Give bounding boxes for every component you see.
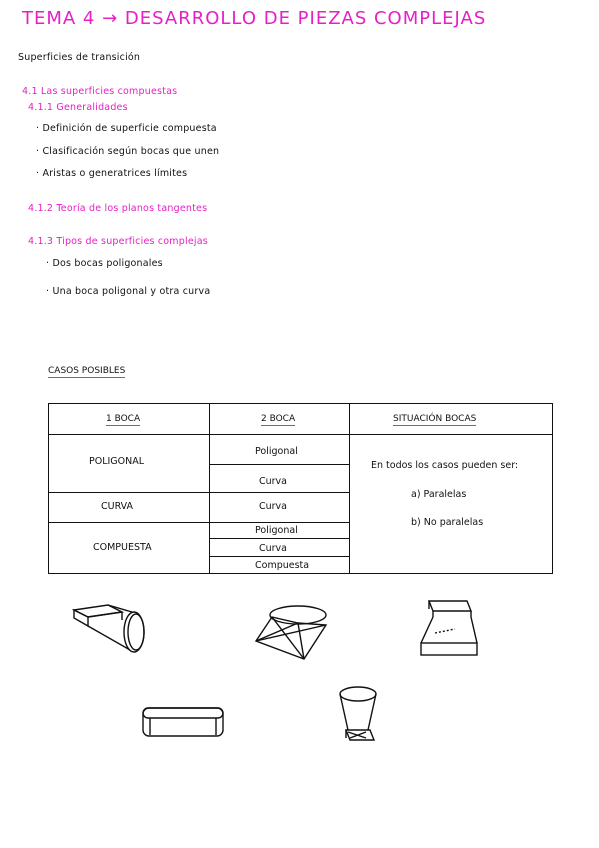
cell-situacion-intro: En todos los casos pueden ser:	[371, 460, 519, 471]
cell-poligonal: POLIGONAL	[89, 456, 145, 467]
header-1-boca: 1 BOCA	[106, 414, 141, 424]
cell-2-poligonal-b: Poligonal	[255, 525, 298, 536]
cell-2-curva-b: Curva	[259, 501, 288, 512]
header-2-boca: 2 BOCA	[261, 414, 296, 424]
cell-no-paralelas: b) No paralelas	[411, 517, 484, 528]
subtitle: Superficies de transición	[18, 52, 141, 63]
cell-2-curva: Curva	[259, 476, 288, 487]
table-row-line	[49, 522, 349, 523]
table-header-line	[49, 434, 552, 435]
polygon-cone-figure	[252, 603, 332, 661]
cell-2-curva-c: Curva	[259, 543, 288, 554]
bullet-definicion: · Definición de superficie compuesta	[36, 123, 217, 134]
bullet-aristas: · Aristas o generatrices límites	[36, 168, 188, 179]
table-subrow-line	[209, 556, 349, 557]
rounded-rect-figure	[140, 705, 226, 739]
section-4-1-2: 4.1.2 Teoría de los planos tangentes	[28, 203, 208, 214]
funnel-figure	[336, 684, 380, 748]
bullet-clasificacion: · Clasificación según bocas que unen	[36, 146, 220, 157]
section-4-1: 4.1 Las superficies compuestas	[22, 86, 178, 97]
cell-curva: CURVA	[101, 501, 134, 512]
bullet-una-boca: · Una boca poligonal y otra curva	[46, 286, 211, 297]
cell-paralelas: a) Paralelas	[411, 489, 467, 500]
table-divider-1	[209, 404, 210, 573]
rect-to-circle-figure	[70, 600, 180, 655]
bullet-dos-bocas: · Dos bocas poligonales	[46, 258, 163, 269]
table-subrow-line	[209, 464, 349, 465]
section-4-1-1: 4.1.1 Generalidades	[28, 102, 128, 113]
cell-2-poligonal: Poligonal	[255, 446, 298, 457]
table-divider-2	[349, 404, 350, 573]
header-situacion: SITUACIÓN BOCAS	[393, 414, 477, 424]
table-row-line	[49, 492, 349, 493]
cell-compuesta: COMPUESTA	[93, 542, 152, 553]
truncated-pyramid-figure	[415, 597, 485, 659]
cases-table	[48, 403, 553, 574]
cell-2-compuesta: Compuesta	[255, 560, 310, 571]
table-subrow-line	[209, 538, 349, 539]
casos-title: CASOS POSIBLES	[48, 366, 126, 376]
section-4-1-3: 4.1.3 Tipos de superficies complejas	[28, 236, 208, 247]
page-title: TEMA 4 → DESARROLLO DE PIEZAS COMPLEJAS	[22, 8, 487, 29]
